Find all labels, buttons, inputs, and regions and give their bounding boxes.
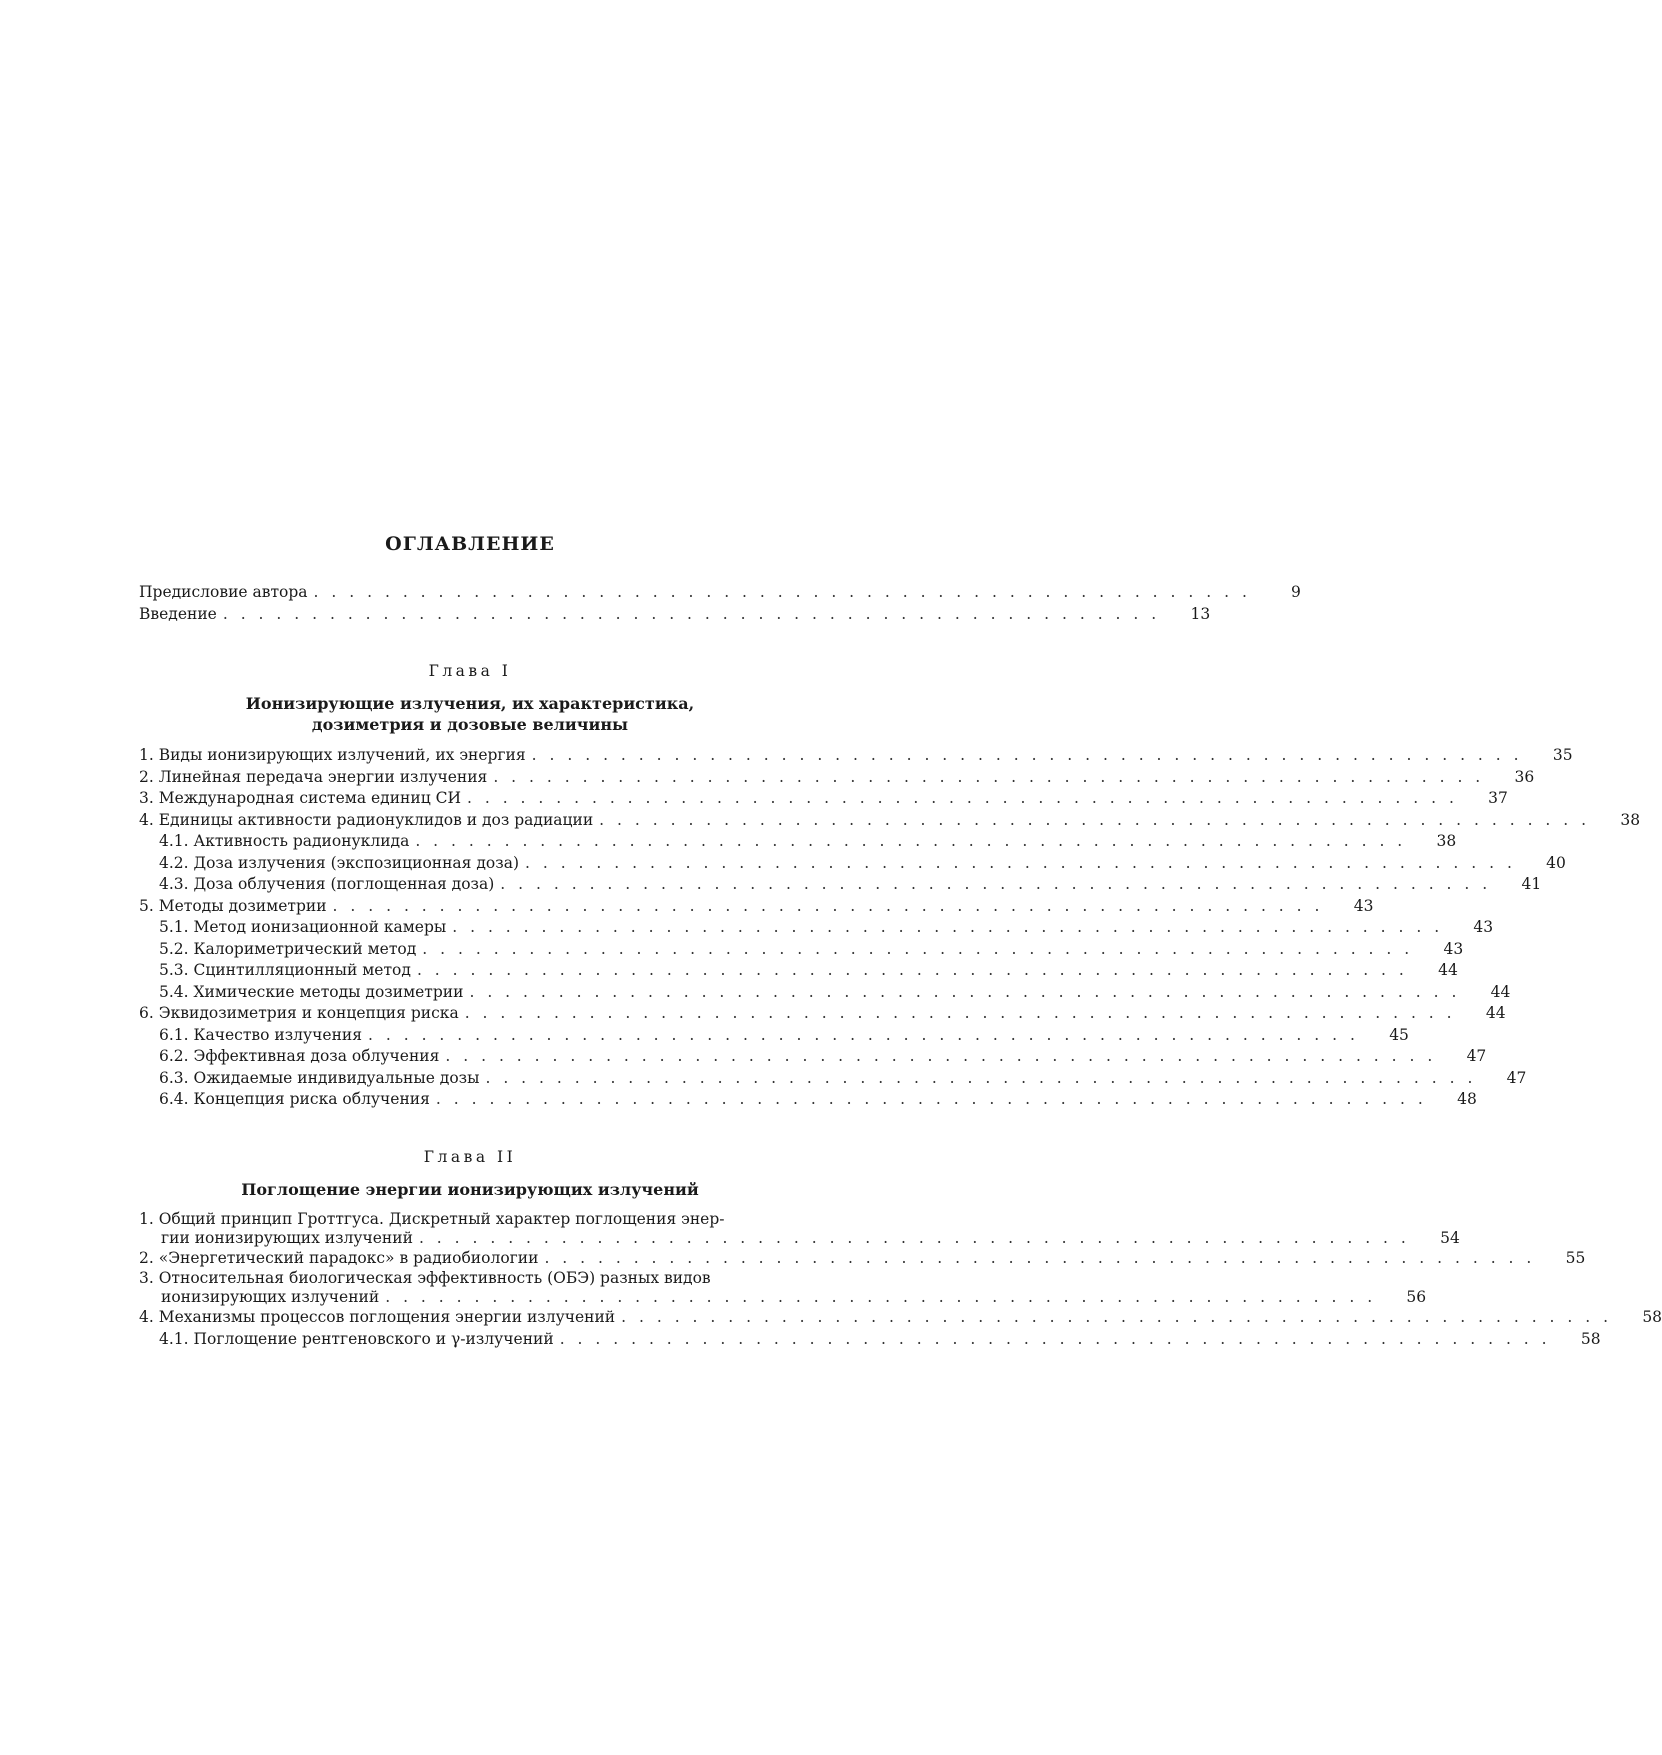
toc-entry-page: 54 xyxy=(1440,1228,1460,1247)
toc-entry-page: 58 xyxy=(1642,1308,1662,1326)
leader-dots: . . . . . . . . . . . . . . . . . . . . . . . . . . . . . . . . . . . . . . . . . . . . . . . . . . . . . . . . xyxy=(621,1308,1613,1326)
toc-entry-label: 5. Методы дозиметрии xyxy=(139,896,327,915)
toc-entry-label: 4. Единицы активности радионуклидов и доз радиации xyxy=(139,810,594,829)
toc-entry-page: 36 xyxy=(1514,767,1535,786)
leader-dots: . . . . . . . . . . . . . . . . . . . . . . . . . . . . . . . . . . . . . . . . . . . . . . . . . . . . . . . . xyxy=(500,875,1492,893)
toc-entry-label: 6.2. Эффективная доза облучения xyxy=(159,1047,440,1065)
toc-entry xyxy=(139,767,1535,789)
toc-entry-label-line1: 1. Общий принцип Гроттгуса. Дискретный характер поглощения энер- xyxy=(139,1209,725,1228)
toc-entry-page: 55 xyxy=(1565,1248,1586,1267)
leader-dots: . . . . . . . . . . . . . . . . . . . . . . . . . . . . . . . . . . . . . . . . . . . . . . . . . . . . . xyxy=(313,583,1251,601)
toc-entry-page: 47 xyxy=(1506,1068,1527,1087)
toc-entry xyxy=(139,1329,1601,1351)
toc-entry-page: 37 xyxy=(1488,789,1508,807)
toc-entry-page: 43 xyxy=(1473,918,1494,936)
chapter-2-title: Поглощение энергии ионизирующих излучений xyxy=(241,1179,699,1199)
toc-entry-label: 5.3. Сцинтилляционный метод xyxy=(159,961,411,979)
toc-entry-label: Предисловие автора xyxy=(139,583,308,601)
toc-entry-label: 4. Механизмы процессов поглощения энергии излучений xyxy=(139,1308,616,1326)
toc-entry-label: 6. Эквидозиметрия и концепция риска xyxy=(139,1004,459,1022)
toc-entry xyxy=(139,982,1511,1004)
toc-entry xyxy=(139,1025,1409,1047)
toc-entry xyxy=(139,788,1508,810)
toc-entry xyxy=(139,582,1301,604)
leader-dots: . . . . . . . . . . . . . . . . . . . . . . . . . . . . . . . . . . . . . . . . . . . . . . . . . . . . . . . . xyxy=(559,1329,1551,1348)
leader-dots: . . . . . . . . . . . . . . . . . . . . . . . . . . . . . . . . . . . . . . . . . . . . . . . . . . . . . . . . xyxy=(368,1025,1359,1044)
toc-entry xyxy=(139,745,1573,767)
toc-entry-page: 13 xyxy=(1190,604,1211,623)
chapter-2-label: Глава II xyxy=(423,1147,517,1166)
toc-entry-label: 5.2. Калориметрический метод xyxy=(159,939,417,958)
toc-entry-label: 2. Линейная передача энергии излучения xyxy=(139,767,488,786)
leader-dots: . . . . . . . . . . . . . . . . . . . . . . . . . . . . . . . . . . . . . . . . . . . . . . . . . . . . . . . . xyxy=(416,961,1408,979)
toc-entry-label: 6.1. Качество излучения xyxy=(159,1025,363,1044)
chapter-1-label: Глава I xyxy=(428,662,512,680)
toc-entry-page: 40 xyxy=(1546,853,1566,872)
toc-entry-page: 47 xyxy=(1466,1047,1487,1065)
leader-dots: . . . . . . . . . . . . . . . . . . . . . . . . . . . . . . . . . . . . . . . . . . . . . . . . . . . . . . . . xyxy=(445,1047,1437,1065)
toc-entry-page: 38 xyxy=(1620,810,1641,829)
leader-dots: . . . . . . . . . . . . . . . . . . . . . . . . . . . . . . . . . . . . . . . . . . . . . . . . . . . . . . . . xyxy=(493,767,1485,786)
toc-entry-label: 5.4. Химические методы дозиметрии xyxy=(159,982,464,1001)
toc-entry-page: 43 xyxy=(1443,939,1464,958)
toc-entry xyxy=(139,896,1374,918)
leader-dots: . . . . . . . . . . . . . . . . . . . . . . . . . . . . . . . . . . . . . . . . . . . . . . . . . . . . . xyxy=(222,604,1161,623)
toc-entry xyxy=(139,853,1566,875)
leader-dots: . . . . . . . . . . . . . . . . . . . . . . . . . . . . . . . . . . . . . . . . . . . . . . . . . . . . . . . . xyxy=(332,896,1324,915)
toc-entry-label: 6.3. Ожидаемые индивидуальные дозы xyxy=(159,1068,480,1087)
leader-dots: . . . . . . . . . . . . . . . . . . . . . . . . . . . . . . . . . . . . . . . . . . . . . . . . . . . . . . . . xyxy=(469,982,1461,1001)
toc-entry xyxy=(139,1307,1662,1329)
leader-dots: . . . . . . . . . . . . . . . . . . . . . . . . . . . . . . . . . . . . . . . . . . . . . . . . . . . . . . . . xyxy=(415,832,1407,850)
toc-entry-label: 6.4. Концепция риска облучения xyxy=(159,1090,430,1108)
toc-entry xyxy=(139,1003,1506,1025)
leader-dots: . . . . . . . . . . . . . . . . . . . . . . . . . . . . . . . . . . . . . . . . . . . . . . . . . . . . . . . . xyxy=(385,1288,1377,1306)
leader-dots: . . . . . . . . . . . . . . . . . . . . . . . . . . . . . . . . . . . . . . . . . . . . . . . . . . . . . . . . xyxy=(418,1228,1410,1247)
leader-dots: . . . . . . . . . . . . . . . . . . . . . . . . . . . . . . . . . . . . . . . . . . . . . . . . . . . . . . . . xyxy=(531,746,1523,764)
toc-entry-page: 44 xyxy=(1490,982,1511,1001)
leader-dots: . . . . . . . . . . . . . . . . . . . . . . . . . . . . . . . . . . . . . . . . . . . . . . . . . . . . . . . . xyxy=(435,1090,1427,1108)
toc-entry-label: 3. Международная система единиц СИ xyxy=(139,789,461,807)
leader-dots: . . . . . . . . . . . . . . . . . . . . . . . . . . . . . . . . . . . . . . . . . . . . . . . . . . . . . . . . xyxy=(485,1068,1477,1087)
table-of-contents xyxy=(139,532,1662,1350)
toc-entry xyxy=(139,874,1542,896)
front-matter-list xyxy=(139,582,1301,625)
toc-entry-line2 xyxy=(139,1288,1427,1307)
chapter-1-entries xyxy=(139,745,1641,1111)
leader-dots: . . . . . . . . . . . . . . . . . . . . . . . . . . . . . . . . . . . . . . . . . . . . . . . . . . . . . . . . xyxy=(466,789,1458,807)
toc-entry xyxy=(139,939,1464,961)
toc-entry xyxy=(139,831,1457,853)
toc-entry xyxy=(139,1089,1477,1111)
toc-entry-label-line2: ионизирующих излучений xyxy=(161,1288,380,1306)
toc-entry xyxy=(139,604,1211,626)
toc-entry-label: Введение xyxy=(139,604,217,623)
toc-entry xyxy=(139,917,1494,939)
toc-entry-page: 48 xyxy=(1457,1090,1477,1108)
toc-entry xyxy=(139,1248,1586,1270)
leader-dots: . . . . . . . . . . . . . . . . . . . . . . . . . . . . . . . . . . . . . . . . . . . . . . . . . . . . . . . . xyxy=(464,1004,1456,1022)
leader-dots: . . . . . . . . . . . . . . . . . . . . . . . . . . . . . . . . . . . . . . . . . . . . . . . . . . . . . . . . xyxy=(544,1248,1536,1267)
toc-title: ОГЛАВЛЕНИЕ xyxy=(385,533,555,555)
toc-entry xyxy=(139,1046,1487,1068)
toc-entry-page: 35 xyxy=(1552,746,1573,764)
chapter-1-title-line2: дозиметрия и дозовые величины xyxy=(311,715,629,734)
toc-entry xyxy=(139,1269,1427,1307)
toc-entry-label: 4.1. Поглощение рентгеновского и γ-излучений xyxy=(159,1329,554,1348)
toc-entry-label: 1. Виды ионизирующих излучений, их энергия xyxy=(139,746,526,764)
leader-dots: . . . . . . . . . . . . . . . . . . . . . . . . . . . . . . . . . . . . . . . . . . . . . . . . . . . . . . . . xyxy=(599,810,1591,829)
toc-entry-page: 43 xyxy=(1353,896,1374,915)
toc-entry-label: 5.1. Метод ионизационной камеры xyxy=(159,918,447,936)
toc-entry-label: 4.3. Доза облучения (поглощенная доза) xyxy=(159,875,495,893)
toc-entry-label: 2. «Энергетический парадокс» в радиобиологии xyxy=(139,1248,539,1267)
toc-entry-label-line2: гии ионизирующих излучений xyxy=(161,1228,413,1247)
toc-entry-page: 58 xyxy=(1580,1329,1601,1348)
toc-entry xyxy=(139,1209,1460,1248)
toc-entry xyxy=(139,960,1458,982)
toc-entry-page: 44 xyxy=(1438,961,1458,979)
toc-entry xyxy=(139,810,1641,832)
toc-entry-page: 9 xyxy=(1291,583,1301,601)
toc-entry-page: 41 xyxy=(1521,875,1542,893)
leader-dots: . . . . . . . . . . . . . . . . . . . . . . . . . . . . . . . . . . . . . . . . . . . . . . . . . . . . . . . . xyxy=(452,918,1444,936)
toc-entry-line2 xyxy=(139,1228,1460,1248)
leader-dots: . . . . . . . . . . . . . . . . . . . . . . . . . . . . . . . . . . . . . . . . . . . . . . . . . . . . . . . . xyxy=(422,939,1414,958)
toc-entry-label: 4.1. Активность радионуклида xyxy=(159,832,410,850)
leader-dots: . . . . . . . . . . . . . . . . . . . . . . . . . . . . . . . . . . . . . . . . . . . . . . . . . . . . . . . . xyxy=(525,853,1516,872)
toc-entry-page: 56 xyxy=(1406,1288,1427,1306)
chapter-2-entries xyxy=(139,1209,1662,1351)
toc-entry-page: 44 xyxy=(1485,1004,1506,1022)
toc-entry xyxy=(139,1068,1527,1090)
toc-entry-page: 38 xyxy=(1436,832,1457,850)
toc-entry-page: 45 xyxy=(1389,1025,1409,1044)
chapter-1-title-line1: Ионизирующие излучения, их характеристика, xyxy=(245,694,695,713)
chapter-1-title xyxy=(139,693,801,735)
toc-entry-label: 4.2. Доза излучения (экспозиционная доза) xyxy=(159,853,519,872)
toc-entry-label-line1: 3. Относительная биологическая эффективность (ОБЭ) разных видов xyxy=(139,1269,711,1287)
